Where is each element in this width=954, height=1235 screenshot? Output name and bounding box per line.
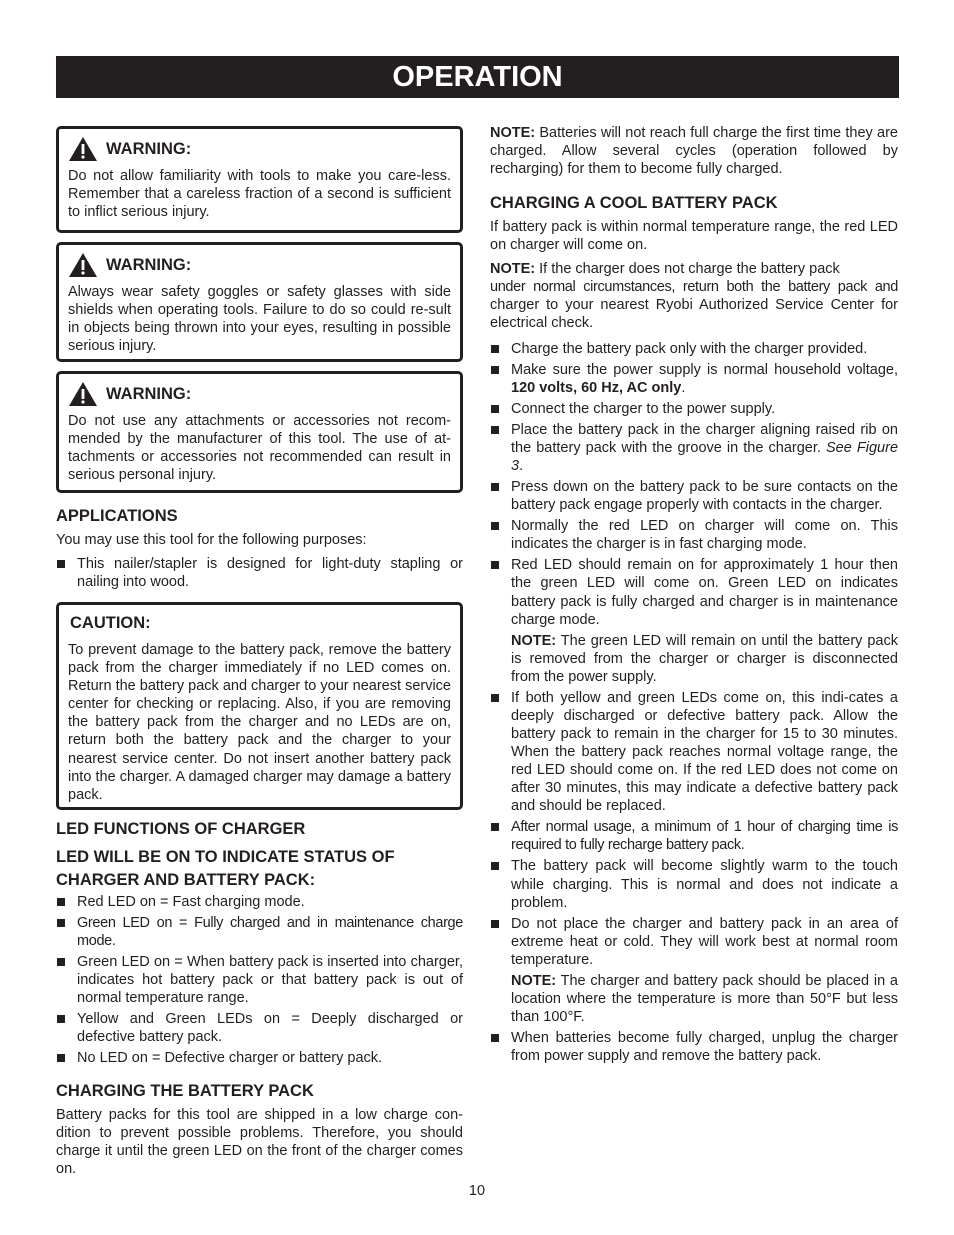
caution-label: CAUTION: — [70, 613, 151, 632]
bullet-square-icon — [491, 920, 499, 928]
warning-text: Do not use any attachments or accessories not recom-mended by the manufacturer of this tool. The use of at-tachments or accessories not recommended can result in serious personal injury. — [68, 413, 451, 484]
list-item: Place the battery pack in the charger aligning raised rib on the battery pack with the groove in the charger. See Figure 3. — [490, 421, 898, 475]
list-item: This nailer/stapler is designed for light-duty stapling or nailing into wood. — [56, 555, 463, 591]
bullet-square-icon — [491, 426, 499, 434]
applications-intro: You may use this tool for the following purposes: — [56, 532, 367, 548]
list-item: After normal usage, a minimum of 1 hour of charging time is required to fully recharge battery pack. — [490, 818, 898, 854]
bullet-square-icon — [491, 823, 499, 831]
charging-text: Battery packs for this tool are shipped in a low charge con-dition to prevent possible problems. Therefore, you should charge it until the green LED on the front of the charger comes on. — [56, 1107, 463, 1178]
applications-heading: APPLICATIONS — [56, 507, 178, 525]
bullet-square-icon — [491, 345, 499, 353]
warning-box-2 — [56, 242, 463, 362]
warning-label: WARNING: — [106, 384, 192, 403]
list-item: Do not place the charger and battery pack in an area of extreme heat or cold. They will work best at normal room temperature. NOTE: The charger and battery pack should be placed in a location where the temperature is more than 50°F but less than 100°F. — [490, 915, 898, 1026]
page-title: OPERATION — [56, 56, 899, 98]
list-item: Press down on the battery pack to be sure contacts on the battery pack engage properly with contacts in the charger. — [490, 478, 898, 514]
bullet-square-icon — [491, 694, 499, 702]
cool-battery-note — [490, 260, 898, 332]
list-item: Charge the battery pack only with the charger provided. — [490, 340, 898, 358]
note-label: NOTE: — [490, 261, 536, 277]
bullet-square-icon — [491, 366, 499, 374]
bullet-square-icon — [57, 898, 65, 906]
cool-battery-heading: CHARGING A COOL BATTERY PACK — [490, 194, 778, 212]
list-item: Yellow and Green LEDs on = Deeply discharged or defective battery pack. — [56, 1010, 463, 1046]
warning-box-3 — [56, 371, 463, 493]
list-item: Red LED on = Fast charging mode. — [56, 893, 463, 911]
bullet-square-icon — [57, 560, 65, 568]
caution-box — [56, 602, 463, 810]
list-item: Connect the charger to the power supply. — [490, 400, 898, 418]
list-item: When batteries become fully charged, unplug the charger from power supply and remove the battery pack. — [490, 1029, 898, 1065]
caution-text: To prevent damage to the battery pack, remove the battery pack from the charger immediately if no LED comes on. Return the battery pack and charger to your nearest service center for checking or replacing. Also, if you are removing the battery pack from the charger and no LEDs are on, return both the battery pack and the charger to your nearest service center. Do not insert another battery pack into the charger. A damaged charger may damage a battery pack. — [68, 642, 451, 803]
warning-text: Do not allow familiarity with tools to make you care-less. Remember that a careless fraction of a second is sufficient to inflict serious injury. — [68, 168, 451, 221]
warning-triangle-icon — [68, 136, 98, 162]
list-item: Make sure the power supply is normal household voltage, 120 volts, 60 Hz, AC only. — [490, 361, 898, 397]
page-number: 10 — [468, 1183, 486, 1199]
led-list — [56, 893, 463, 1070]
bullet-square-icon — [57, 1054, 65, 1062]
bullet-square-icon — [491, 862, 499, 870]
note-label: NOTE: — [511, 972, 557, 989]
list-item: Green LED on = When battery pack is inserted into charger, indicates hot battery pack or that battery pack is out of normal temperature range. — [56, 953, 463, 1007]
note-text: If the charger does not charge the battery pack — [535, 261, 840, 277]
bullet-square-icon — [57, 958, 65, 966]
cool-battery-text: If battery pack is within normal temperature range, the red LED on charger will come on. — [490, 219, 898, 254]
bullet-square-icon — [491, 483, 499, 491]
led-functions-heading: LED FUNCTIONS OF CHARGER — [56, 820, 306, 838]
note-text: The charger and battery pack should be placed in a location where the temperature is more than 50°F but less than 100°F. — [511, 972, 898, 1025]
list-item: If both yellow and green LEDs come on, this indi-cates a deeply discharged or defective battery pack. Allow the battery pack to remain in the charger for 15 to 30 minutes. When the battery pack reaches normal voltage range, the red LED should come on. If the red LED does not come on after 30 minutes, this may indicate a defective battery pack and should be replaced. — [490, 689, 898, 816]
bullet-square-icon — [491, 561, 499, 569]
note-label: NOTE: — [511, 632, 557, 649]
bullet-square-icon — [491, 1034, 499, 1042]
applications-list — [56, 555, 463, 594]
note-text: Batteries will not reach full charge the first time they are charged. Allow several cycles (operation followed by recharging) for them to become fully charged. — [490, 125, 898, 178]
note-text: under normal circumstances, return both the battery pack and — [490, 279, 898, 296]
bullet-square-icon — [57, 1015, 65, 1023]
note-full-charge — [490, 124, 898, 178]
warning-text: Always wear safety goggles or safety glasses with side shields when operating tools. Failure to do so could re-sult in objects being thrown into your eyes, resulting in possible serious injury. — [68, 284, 451, 355]
warning-box-1 — [56, 126, 463, 233]
warning-label: WARNING: — [106, 255, 192, 274]
note-label: NOTE: — [490, 125, 536, 141]
list-item: Normally the red LED on charger will come on. This indicates the charger is in fast charging mode. — [490, 517, 898, 553]
bullet-square-icon — [491, 522, 499, 530]
list-item: Green LED on = Fully charged and in maintenance charge mode. — [56, 914, 463, 950]
note-text: The green LED will remain on until the battery pack is removed from the charger or charger is disconnected from the power supply. — [511, 632, 898, 685]
note-text: charger to your nearest Ryobi Authorized Service Center for electrical check. — [490, 297, 898, 332]
charging-steps-list — [490, 340, 898, 1068]
warning-triangle-icon — [68, 381, 98, 407]
charging-heading: CHARGING THE BATTERY PACK — [56, 1082, 314, 1100]
list-item: Red LED should remain on for approximately 1 hour then the green LED will come on. Green LED on indicates battery pack is fully charged and charger is in maintenance charge mode. NOTE: The green LED will remain on until the battery pack is removed from the charger or charger is disconnected from the power supply. — [490, 556, 898, 686]
warning-triangle-icon — [68, 252, 98, 278]
bullet-square-icon — [491, 405, 499, 413]
list-item: No LED on = Defective charger or battery pack. — [56, 1049, 463, 1067]
bullet-square-icon — [57, 919, 65, 927]
warning-label: WARNING: — [106, 139, 192, 158]
list-item: The battery pack will become slightly warm to the touch while charging. This is normal and does not indicate a problem. — [490, 857, 898, 911]
led-status-heading: LED WILL BE ON TO INDICATE STATUS OF CHARGER AND BATTERY PACK: — [56, 848, 395, 889]
